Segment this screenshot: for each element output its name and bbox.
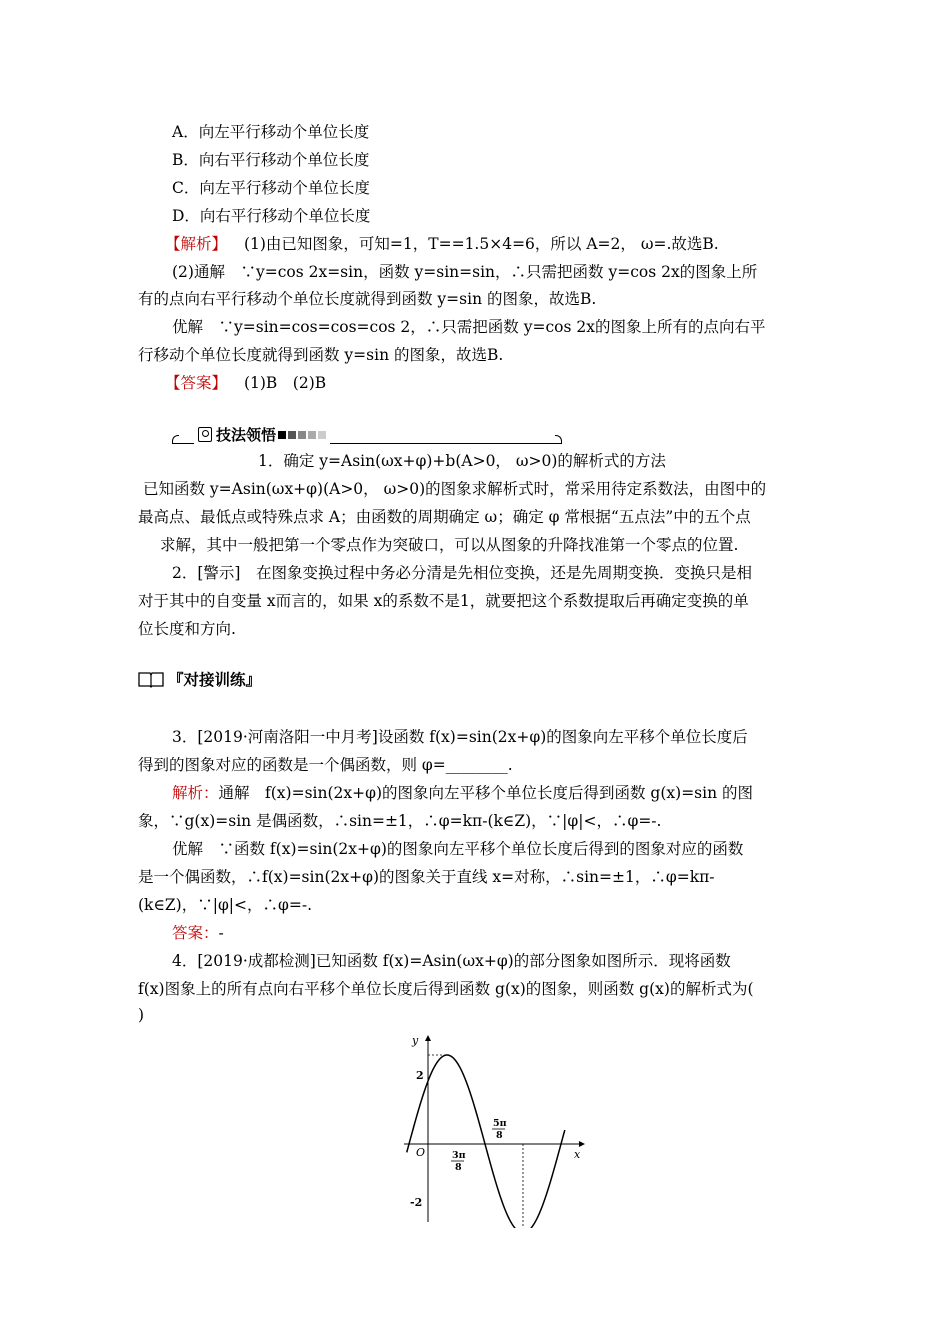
q4-line-2: f(x)图象上的所有点向右平移个单位长度后得到函数 g(x)的图象，则函数 g(x)的解析式为( (138, 980, 754, 998)
analysis-line-1 (165, 234, 719, 254)
analysis-label: 【解析】 (165, 235, 228, 253)
answer-text: (1)B (2)B (243, 374, 327, 392)
q3-analysis-line-5: (k∈Z)，∵|φ|<，∴φ=-. (138, 896, 313, 914)
x-axis-label: x (574, 1148, 581, 1161)
svg-text:8: 8 (496, 1130, 503, 1141)
svg-text:3π: 3π (452, 1150, 466, 1161)
tip-line-1: 1．确定 y=Asin(ωx+φ)+b(A>0， ω>0)的解析式的方法 (258, 452, 666, 470)
q3-answer-line (172, 923, 224, 943)
analysis-line-2: (2)通解 ∵y=cos 2x=sin，函数 y=sin=sin，∴只需把函数 y=cos 2x的图象上所 (172, 263, 758, 281)
option-d: D．向右平行移动个单位长度 (172, 207, 371, 225)
answer-line (165, 373, 326, 393)
tip-line-2: 已知函数 y=Asin(ωx+φ)(A>0， ω>0)的图象求解析式时，常采用待定系数法，由图中的 (143, 480, 767, 498)
camera-icon (198, 427, 212, 442)
analysis-line-3: 有的点向右平行移动个单位长度就得到函数 y=sin 的图象，故选B. (138, 290, 597, 308)
analysis-line-4: 优解 ∵y=sin=cos=cos=cos 2，∴只需把函数 y=cos 2x的图象上所有的点向右平 (172, 318, 766, 336)
q4-line-3: ) (138, 1006, 145, 1024)
section-heading (138, 670, 261, 693)
origin-label: O (416, 1146, 426, 1159)
svg-text:5π: 5π (493, 1118, 507, 1129)
sine-graph (398, 1028, 594, 1228)
section-title: 『对接训练』 (168, 671, 262, 689)
book-icon (138, 670, 164, 693)
tip-title: 技法领悟 (216, 426, 277, 444)
q3-analysis-line-3: 优解 ∵函数 f(x)=sin(2x+φ)的图象向左平移个单位长度后得到的图象对应的函数 (172, 840, 744, 858)
tip-line-3: 最高点、最低点或特殊点求 A；由函数的周期确定 ω；确定 φ 常根据“五点法”中的五个点 (138, 508, 751, 526)
tip-line-5: 2．[警示] 在图象变换过程中务必分清是先相位变换，还是先周期变换．变换只是相 (172, 564, 752, 582)
y-axis-label: y (412, 1034, 419, 1047)
svg-text:8: 8 (455, 1162, 462, 1173)
tip-line-6: 对于其中的自变量 x而言的，如果 x的系数不是1，就要把这个系数提取后再确定变换的单 (138, 592, 749, 610)
tip-header (172, 425, 562, 445)
tip-line-4: 求解，其中一般把第一个零点作为突破口，可以从图象的升降找准第一个零点的位置. (160, 536, 739, 554)
sine-curve (407, 1055, 565, 1228)
option-b: B．向右平行移动个单位长度 (172, 151, 370, 169)
q3-analysis-line-2: 象，∵g(x)=sin 是偶函数，∴sin=±1，∴φ=kπ-(k∈Z)，∵|φ|<，∴φ=-. (138, 812, 662, 830)
q3-answer-text: - (218, 924, 224, 942)
q3-analysis-line-4: 是一个偶函数，∴f(x)=sin(2x+φ)的图象关于直线 x=对称，∴sin=±1，∴φ=kπ- (138, 868, 715, 886)
tip-badge (194, 426, 330, 444)
q3-analysis-label: 解析： (172, 784, 219, 802)
q4-line-1: 4．[2019·成都检测]已知函数 f(x)=Asin(ωx+φ)的部分图象如图所示．现将函数 (172, 952, 731, 970)
x-tick-3pi8 (451, 1150, 466, 1173)
x-tick-5pi8 (492, 1118, 507, 1141)
option-c: C．向左平行移动个单位长度 (172, 179, 370, 197)
y-tick-neg2: -2 (410, 1196, 423, 1209)
answer-label: 【答案】 (165, 374, 228, 392)
option-a: A．向左平行移动个单位长度 (172, 123, 370, 141)
q3-line-1: 3．[2019·河南洛阳一中月考]设函数 f(x)=sin(2x+φ)的图象向左平移个单位长度后 (172, 728, 748, 746)
y-tick-2: 2 (416, 1069, 424, 1082)
q3-analysis-text: 通解 f(x)=sin(2x+φ)的图象向左平移个单位长度后得到函数 g(x)=sin 的图 (218, 784, 754, 802)
analysis-text-1: (1)由已知图象，可知=1，T==1.5×4=6，所以 A=2， ω=.故选B. (243, 235, 719, 253)
q3-analysis-line-1 (172, 783, 753, 803)
q3-answer-label: 答案： (172, 924, 219, 942)
analysis-line-5: 行移动个单位长度就得到函数 y=sin 的图象，故选B. (138, 346, 504, 364)
tip-line-7: 位长度和方向. (138, 620, 236, 638)
q3-line-2: 得到的图象对应的函数是一个偶函数，则 φ=________. (138, 756, 513, 774)
